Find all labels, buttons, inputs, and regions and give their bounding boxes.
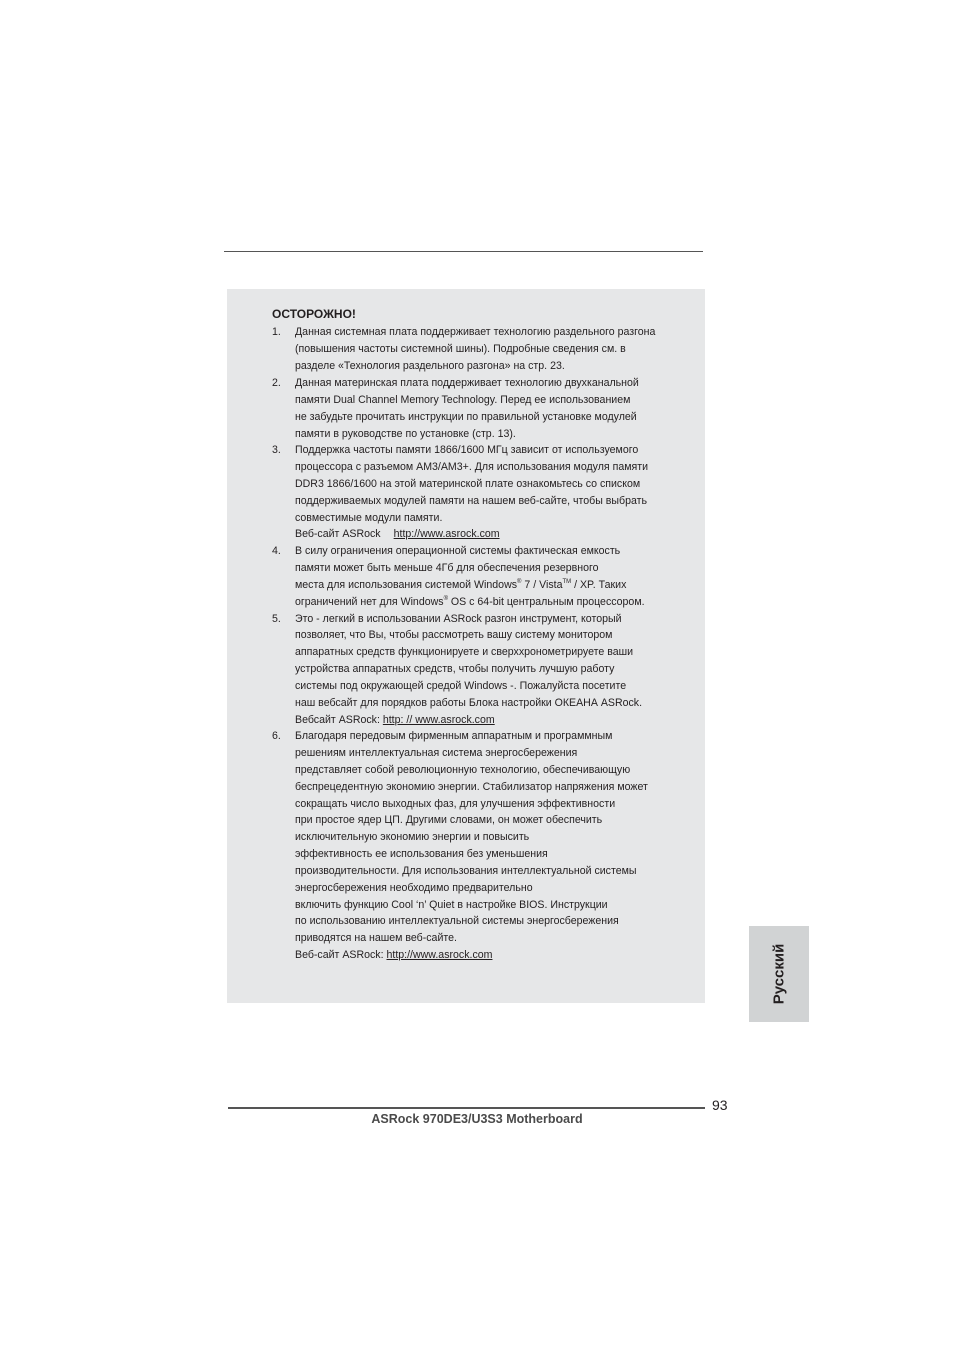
item-2-line: не забудьте прочитать инструкции по правильной установке модулей: [295, 411, 637, 423]
asrock-link[interactable]: http://www.asrock.com: [393, 528, 500, 540]
item-6-line: по использованию интеллектуальной системы энергосбережения: [295, 915, 619, 927]
registered-mark: ®: [443, 596, 448, 602]
item-2-line: памяти Dual Channel Memory Technology. Перед ее использованием: [295, 394, 631, 406]
website-label: Веб-сайт ASRock:: [295, 949, 387, 961]
item-6-line: производительности. Для использования интеллектуальной системы: [295, 865, 637, 877]
item-6-line: представляет собой революционную технологию, обеспечивающую: [295, 764, 631, 776]
item-3-line: DDR3 1866/1600 на этой материнской плате ознакомьтесь со списком: [295, 478, 641, 490]
item-3-line: Поддержка частоты памяти 1866/1600 МГц зависит от используемого: [295, 444, 639, 456]
text-segment: места для использования системой Windows: [295, 579, 518, 591]
item-4-line: памяти может быть меньше 4Гб для обеспечения резервного: [295, 562, 599, 574]
website-label: Вебсайт ASRock:: [295, 714, 383, 726]
item-5-line: аппаратных средств функционируете и сверххронометрируете ваши: [295, 646, 634, 658]
item-6-line: при простое ядер ЦП. Другими словами, он может обеспечить: [295, 814, 603, 826]
item-5-line: системы под окружающей средой Windows -. Пожалуйста посетите: [295, 680, 627, 692]
item-2-line: памяти в руководстве по установке (стр. 13).: [295, 428, 516, 440]
asrock-link[interactable]: http://www.asrock.com: [386, 949, 493, 961]
language-tab-label: Русский: [770, 943, 788, 1005]
item-5-website-line: [295, 714, 495, 727]
item-6-website-line: [295, 949, 492, 962]
text-segment: 7 / Vista: [521, 579, 563, 591]
item-6-number: 6.: [272, 730, 281, 742]
item-5-line: наш вебсайт для порядков работы Блока настройки ОКЕАНА ASRock.: [295, 697, 643, 709]
item-4-line: [295, 579, 626, 592]
item-4-number: 4.: [272, 545, 281, 557]
text-segment: / XP. Таких: [571, 579, 627, 591]
item-2-number: 2.: [272, 377, 281, 389]
item-6-line: сокращать число выходных фаз, для улучшения эффективности: [295, 798, 616, 810]
caution-box: [227, 289, 705, 1003]
item-3-number: 3.: [272, 444, 281, 456]
item-3-line: процессора с разъемом AM3/AM3+. Для использования модуля памяти: [295, 461, 649, 473]
item-1-number: 1.: [272, 326, 281, 338]
caution-title: ОСТОРОЖНО!: [272, 307, 356, 321]
item-6-line: энергосбережения необходимо предварительно: [295, 882, 533, 894]
item-6-line: включить функцию Cool ‘n’ Quiet в настройке BIOS. Инструкции: [295, 899, 608, 911]
item-5-number: 5.: [272, 613, 281, 625]
item-4-line: В силу ограничения операционной системы фактическая емкость: [295, 545, 621, 557]
trademark-mark: TM: [562, 579, 572, 585]
item-2-line: Данная материнская плата поддерживает технологию двухканальной: [295, 377, 639, 389]
item-1-line: (повышения частоты системной шины). Подробные сведения см. в: [295, 343, 626, 355]
page-number: 93: [712, 1097, 728, 1113]
text-segment: OS с 64-bit центральным процессором.: [447, 596, 645, 608]
item-5-line: устройства аппаратных средств, чтобы получить лучшую работу: [295, 663, 615, 675]
top-rule: [224, 251, 703, 252]
bottom-rule: [228, 1107, 705, 1109]
item-6-line: приводятся на нашем веб-сайте.: [295, 932, 457, 944]
item-1-line: Данная системная плата поддерживает технологию раздельного разгона: [295, 326, 656, 338]
item-6-line: решениям интеллектуальная система энергосбережения: [295, 747, 578, 759]
text-segment: ограничений нет для Windows: [295, 596, 444, 608]
item-3-website-line: [295, 528, 500, 541]
footer-title: ASRock 970DE3/U3S3 Motherboard: [371, 1112, 583, 1126]
asrock-link[interactable]: http: // www.asrock.com: [382, 714, 495, 726]
registered-mark: ®: [517, 579, 522, 585]
item-3-line: совместимые модули памяти.: [295, 512, 443, 524]
language-tab: [749, 926, 809, 1022]
item-5-line: Это - легкий в использовании ASRock разгон инструмент, который: [295, 613, 622, 625]
item-6-line: Благодаря передовым фирменным аппаратным и программным: [295, 730, 613, 742]
item-4-line: [295, 596, 645, 609]
item-5-line: позволяет, что Вы, чтобы рассмотреть вашу систему монитором: [295, 629, 613, 641]
website-label: Веб-сайт ASRock: [295, 528, 381, 540]
item-3-line: поддерживаемых модулей памяти на нашем веб-сайте, чтобы выбрать: [295, 495, 647, 507]
item-6-line: эффективность ее использования без уменьшения: [295, 848, 548, 860]
item-6-line: исключительную экономию энергии и повысить: [295, 831, 530, 843]
item-1-line: разделе «Технология раздельного разгона» на стр. 23.: [295, 360, 565, 372]
item-6-line: беспрецедентную экономию энергии. Стабилизатор напряжения может: [295, 781, 648, 793]
